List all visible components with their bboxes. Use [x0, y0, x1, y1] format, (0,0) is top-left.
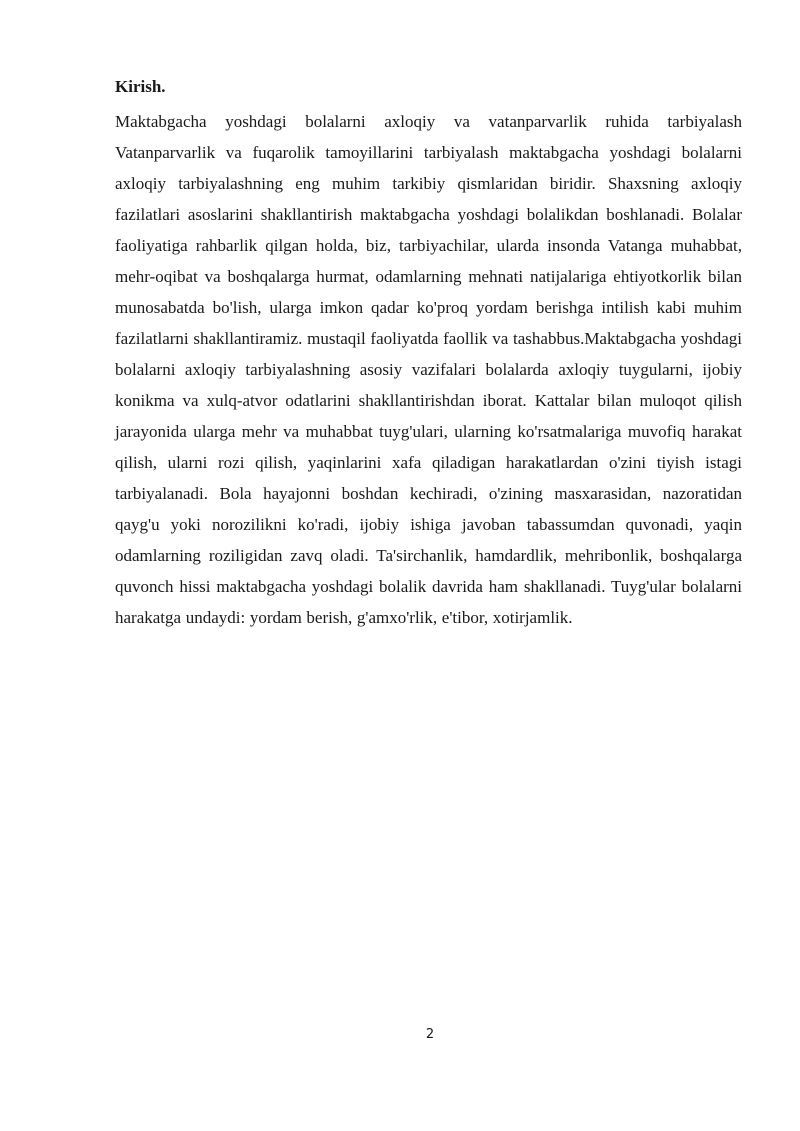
page-number: 2: [425, 1027, 435, 1042]
body-paragraph: Maktabgacha yoshdagi bolalarni axloqiy va vatanparvarlik ruhida tarbiyalash Vatanparvarlik va fuqarolik tamoyillarini tarbiyalash maktabgacha yoshdagi bolalarni axloqiy tarbiyalashning eng muhim tarkibiy qismlaridan biridir. Shaxsning axloqiy fazilatlari asoslarini shakllantirish maktabgacha yoshdagi bolalikdan boshlanadi. Bolalar faoliyatiga rahbarlik qilgan holda, biz, tarbiyachilar, ularda insonda Vatanga muhabbat, mehr-oqibat va boshqalarga hurmat, odamlarning mehnati natijalariga ehtiyotkorlik bilan munosabatda bo'lish, ularga imkon qadar ko'proq yordam berishga intilish kabi muhim fazilatlarni shakllantiramiz. mustaqil faoliyatda faollik va tashabbus.Maktabgacha yoshdagi bolalarni axloqiy tarbiyalashning asosiy vazifalari bolalarda axloqiy tuygularni, ijobiy konikma va xulq-atvor odatlarini shakllantirishdan iborat. Kattalar bilan muloqot qilish jarayonida ularga mehr va muhabbat tuyg'ulari, ularning ko'rsatmalariga muvofiq harakat qilish, ularni rozi qilish, yaqinlarini xafa qiladigan harakatlardan o'zini tiyish istagi tarbiyalanadi. Bola hayajonni boshdan kechiradi, o'zining masxarasidan, nazoratidan qayg'u yoki norozilikni ko'radi, ijobiy ishiga javoban tabassumdan quvonadi, yaqin odamlarning roziligidan zavq oladi. Ta'sirchanlik, hamdardlik, mehribonlik, boshqalarga quvonch hissi maktabgacha yoshdagi bolalik davrida ham shakllanadi. Tuyg'ular bolalarni harakatga undaydi: yordam berish, g'amxo'rlik, e'tibor, xotirjamlik.: [115, 112, 742, 627]
page-content: [115, 76, 742, 633]
section-heading: Kirish.: [115, 77, 166, 96]
